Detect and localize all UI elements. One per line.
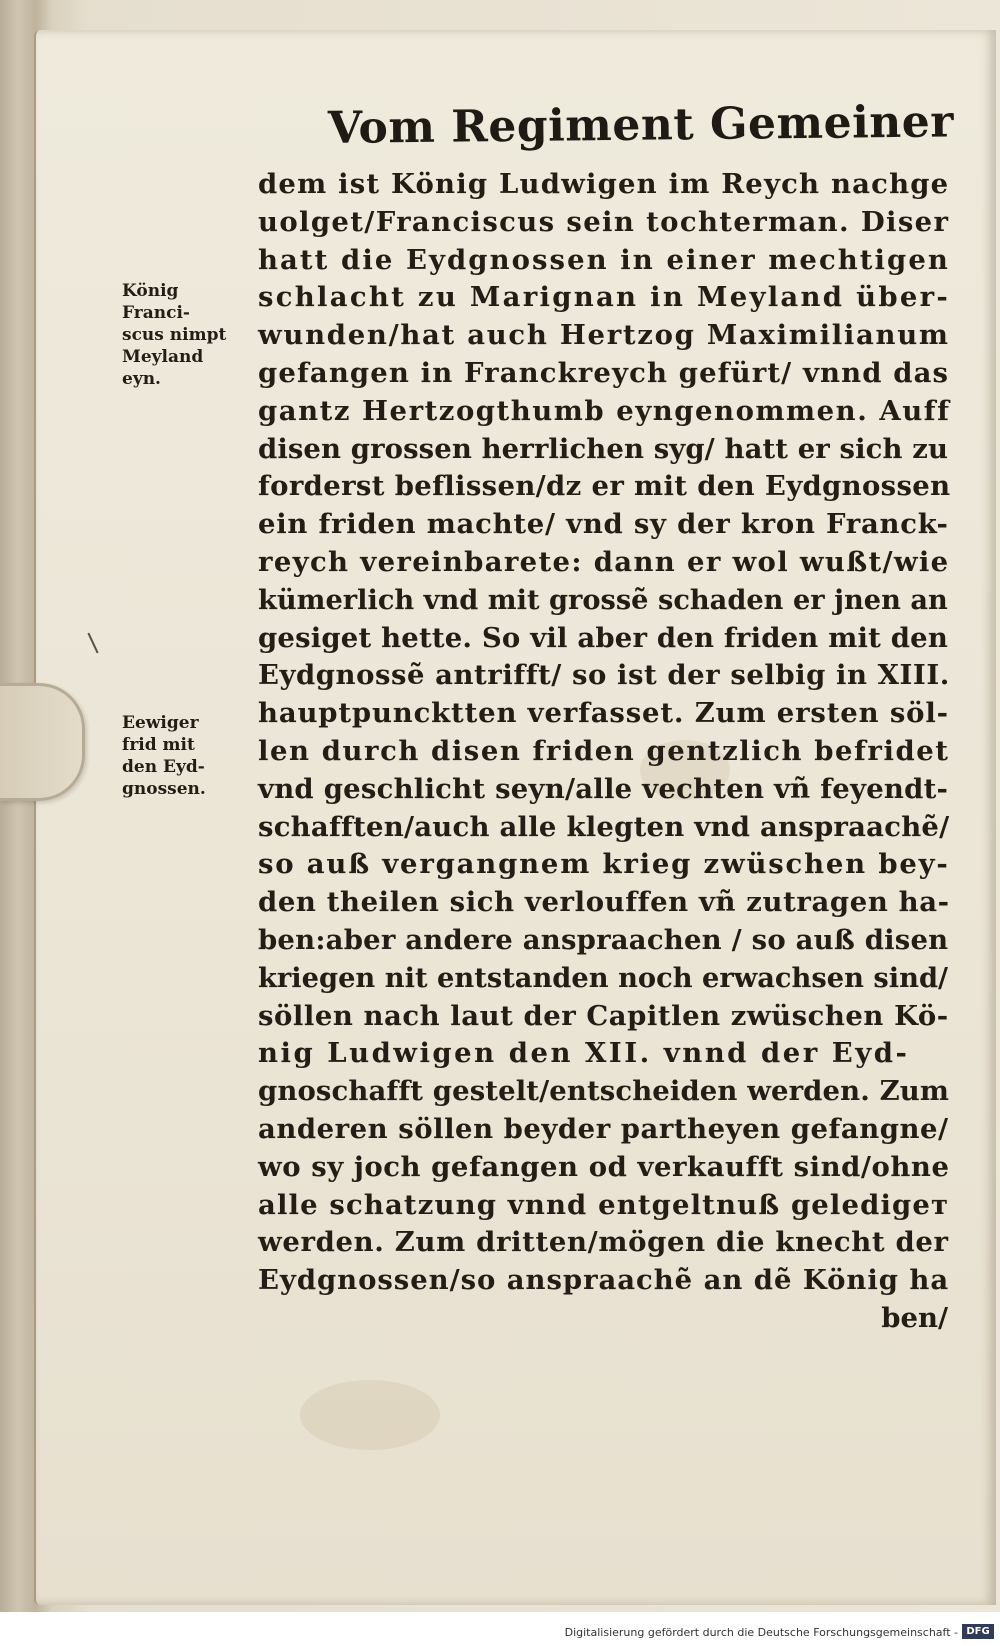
text-line: uolget/Franciscus sein tochterman. Diser <box>258 205 950 238</box>
text-line: len durch disen friden gentzlich befridet <box>258 734 950 767</box>
text-line: so auß vergangnem krieg zwüschen bey- <box>258 848 950 881</box>
text-line: kümerlich vnd mit grossẽ schaden er jnen an <box>258 583 948 616</box>
text-line: wunden/hat auch Hertzog Maximilianum <box>258 319 950 352</box>
text-line: söllen nach laut der Capitlen zwüschen Kö- <box>258 999 949 1032</box>
text-line: reych vereinbarete: dann er wol wußt/wie <box>258 545 950 578</box>
text-line: gesiget hette. So vil aber den friden mit den <box>258 621 949 654</box>
marginal-line: Meyland <box>122 347 204 367</box>
text-line: nig Ludwigen den XII. vnnd der Eyd- <box>258 1037 910 1070</box>
text-line: gefangen in Franckreych gefürt/ vnnd das <box>258 356 950 389</box>
text-line: alle schatzung vnnd entgeltnuß geledigeт <box>258 1188 950 1221</box>
dfg-logo-icon: DFG <box>962 1624 994 1639</box>
running-header: Vom Regiment Gemeiner <box>327 96 955 154</box>
text-line: Eydgnossen/so anspraachẽ an dẽ König ha <box>258 1264 950 1297</box>
text-line: forderst beflissen/dz er mit den Eydgnossen <box>258 470 951 503</box>
text-line: gnoschafft gestelt/entscheiden werden. Zum <box>258 1075 950 1108</box>
marginal-line: scus nimpt <box>122 325 227 345</box>
text-line: dem ist König Ludwigen im Reych nachge <box>258 168 950 200</box>
marginal-line: Eewiger <box>122 713 199 733</box>
text-line: ben:aber andere anspraachen / so auß disen <box>258 923 949 956</box>
text-line: schafften/auch alle klegten vnd anspraachẽ/ <box>258 810 950 843</box>
text-line: den theilen sich verlouffen vñ zutragen ha- <box>258 886 950 919</box>
funding-credit: Digitalisierung gefördert durch die Deutsche Forschungsgemeinschaft - <box>564 1626 958 1639</box>
text-line: hauptpuncktten verfasset. Zum ersten söl- <box>258 697 949 730</box>
marginal-line: gnossen. <box>122 779 206 799</box>
text-line: gantz Hertzogthumb eyngenommen. Auff <box>258 394 951 427</box>
text-line: disen grossen herrlichen syg/ hatt er sich zu <box>258 432 949 465</box>
text-line: schlacht zu Marignan in Meyland über- <box>258 281 951 314</box>
text-line: wo sy joch gefangen od verkaufft sind/ohne <box>258 1150 950 1183</box>
marginal-line: König <box>122 281 179 301</box>
text-line: anderen söllen beyder partheyen gefangne/ <box>258 1112 949 1145</box>
main-text-block <box>258 166 951 1338</box>
text-line: ben/ <box>881 1301 948 1334</box>
paper-stain <box>300 1380 440 1450</box>
text-line: werden. Zum dritten/mögen die knecht der <box>258 1226 949 1259</box>
marginal-note-1 <box>122 280 250 390</box>
marginal-line: Franci- <box>122 303 190 323</box>
marginal-line: frid mit <box>122 735 195 755</box>
text-line: kriegen nit entstanden noch erwachsen sind/ <box>258 961 949 994</box>
marginal-note-2 <box>122 712 250 800</box>
text-line: ein friden machte/ vnd sy der kron Franck- <box>258 508 949 541</box>
text-line: vnd geschlicht seyn/alle vechten vñ feyendt- <box>258 772 949 805</box>
marginal-line: den Eyd- <box>122 757 205 777</box>
book-clasp <box>0 683 85 801</box>
marginal-line: eyn. <box>122 369 161 389</box>
text-line: hatt die Eydgnossen in einer mechtigen <box>258 243 950 276</box>
text-line: Eydgnossẽ antrifft/ so ist der selbig in XIII. <box>258 659 950 692</box>
